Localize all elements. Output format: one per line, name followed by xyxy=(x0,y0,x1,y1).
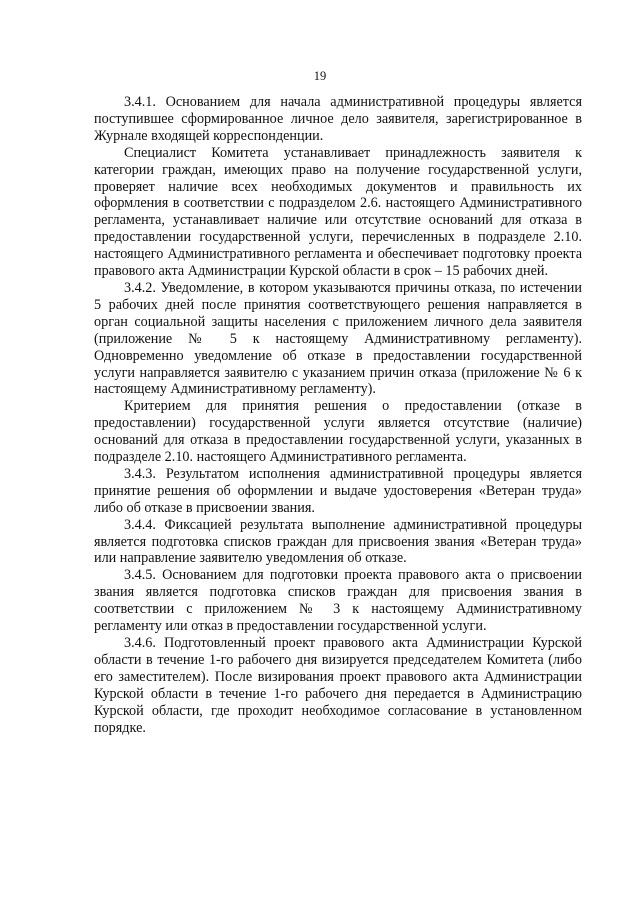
paragraph-3-4-1: 3.4.1. Основанием для начала административной процедуры является поступившее сформированное личное дело заявителя, зарегистрированное в Журнале входящей корреспонденции. xyxy=(94,94,582,144)
paragraph-3-4-3: 3.4.3. Результатом исполнения административной процедуры является принятие решения об оформлении и выдаче удостоверения «Ветеран труда» либо об отказе в присвоении звания. xyxy=(94,465,582,516)
paragraph-decision-criterion: Критерием для принятия решения о предоставлении (отказе в предоставлении) государственной услуги является отсутствие (наличие) оснований для отказа в предоставлении государственной услуги, указанных в подразделе 2.10. настоящего Административного регламента. xyxy=(94,398,582,466)
paragraph-3-4-5: 3.4.5. Основанием для подготовки проекта правового акта о присвоении звания является подготовка списков граждан для присвоения звания в соответствии с приложением № 3 к настоящему Административному регламенту или отказ в предоставлении государственной услуги. xyxy=(94,567,582,635)
paragraph-3-4-6: 3.4.6. Подготовленный проект правового акта Администрации Курской области в течение 1-го рабочего дня визируется председателем Комитета (либо его заместителем). После визирования проект правового акта Администрации Курской области в течение 1-го рабочего дня передается в Администрацию Курской области, где проходит необходимое согласование в установленном порядке. xyxy=(94,635,582,736)
document-body xyxy=(94,94,582,736)
paragraph-3-4-4: 3.4.4. Фиксацией результата выполнение административной процедуры является подготовка списков граждан для присвоения звания «Ветеран труда» или направление заявителю уведомления об отказе. xyxy=(94,516,582,567)
page-number: 19 xyxy=(313,69,327,83)
paragraph-3-4-2: 3.4.2. Уведомление, в котором указываются причины отказа, по истечении 5 рабочих дней после принятия соответствующего решения направляется в орган социальной защиты населения с приложением личного дела заявителя (приложение № 5 к настоящему Административному регламенту). Одновременно уведомление об отказе в предоставлении государственной услуги направляется заявителю с указанием причин отказа (приложение № 6 к настоящему Административному регламенту). xyxy=(94,279,582,398)
paragraph-specialist-check: Специалист Комитета устанавливает принадлежность заявителя к категории граждан, имеющих право на получение государственной услуги, проверяет наличие всех необходимых документов и правильность их оформления в соответствии с подразделом 2.6. настоящего Административного регламента, устанавливает наличие или отсутствие оснований для отказа в предоставлении государственной услуги, перечисленных в подразделе 2.10. настоящего Административного регламента и обеспечивает подготовку проекта правового акта Администрации Курской области в срок – 15 рабочих дней. xyxy=(94,144,582,280)
